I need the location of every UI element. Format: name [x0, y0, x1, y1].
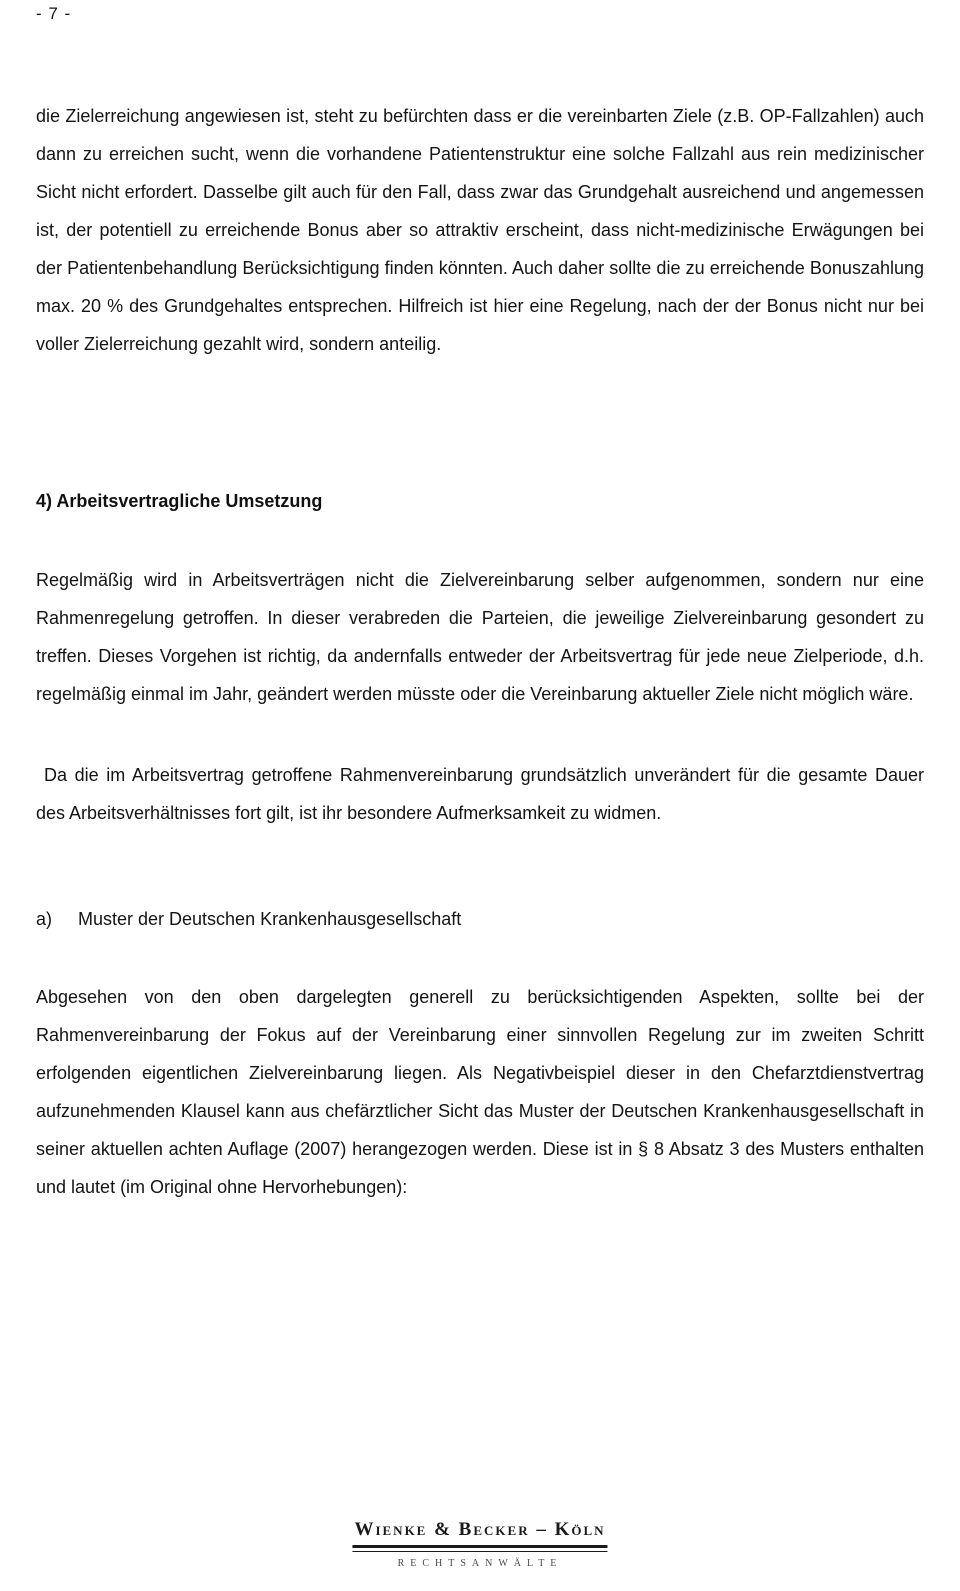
paragraph-negativbeispiel-dkg: Abgesehen von den oben dargelegten generell zu berücksichtigenden Aspekten, sollte bei der Rahmenvereinbarung der Fokus auf der Vereinbarung einer sinnvollen Regelung zur im zweiten Schritt erfolgenden eigentlichen Zielvereinbarung liegen. Als Negativbeispiel dieser in den Chefarztdienstvertrag aufzunehmenden Klausel kann aus chefärztlicher Sicht das Muster der Deutschen Krankenhausgesellschaft in seiner aktuellen achten Auflage (2007) herangezogen werden. Diese ist in § 8 Absatz 3 des Musters enthalten und lautet (im Original ohne Hervorhebungen): — [36, 987, 924, 1197]
document-body — [36, 0, 924, 1206]
law-firm-logo — [352, 1519, 607, 1569]
subsection-heading-muster-dkg — [36, 900, 924, 938]
subsection-title: Muster der Deutschen Krankenhausgesellschaft — [78, 909, 462, 929]
logo-rule-thin — [352, 1551, 607, 1552]
paragraph-rahmenregelung: Regelmäßig wird in Arbeitsverträgen nicht die Zielvereinbarung selber aufgenommen, sondern nur eine Rahmenregelung getroffen. In dieser verabreden die Parteien, die jeweilige Zielvereinbarung gesondert zu treffen. Dieses Vorgehen ist richtig, da andernfalls entweder der Arbeitsvertrag für jede neue Zielperiode, d.h. regelmäßig einmal im Jahr, geändert werden müsste oder die Vereinbarung aktueller Ziele nicht möglich wäre. — [36, 570, 924, 704]
subsection-label: a) — [36, 909, 53, 929]
law-firm-name: Wienke & Becker – Köln — [354, 1519, 606, 1540]
paragraph-rahmenvereinbarung-dauer: Da die im Arbeitsvertrag getroffene Rahmenvereinbarung grundsätzlich unverändert für die gesamte Dauer des Arbeitsverhältnisses fort gilt, ist ihr besondere Aufmerksamkeit zu widmen. — [36, 765, 924, 823]
page-number: - 7 - — [36, 4, 72, 23]
law-firm-subtitle: RECHTSANWÄLTE — [397, 1558, 563, 1569]
paragraph-bonus-risk: die Zielerreichung angewiesen ist, steht zu befürchten dass er die vereinbarten Ziele (z.B. OP-Fallzahlen) auch dann zu erreichen sucht, wenn die vorhandene Patientenstruktur eine solche Fallzahl aus rein medizinischer Sicht nicht erfordert. Dasselbe gilt auch für den Fall, dass zwar das Grundgehalt ausreichend und angemessen ist, der potentiell zu erreichende Bonus aber so attraktiv erscheint, dass nicht-medizinische Erwägungen bei der Patientenbehandlung Berücksichtigung finden könnten. Auch daher sollte die zu erreichende Bonuszahlung max. 20 % des Grundgehaltes entsprechen. Hilfreich ist hier eine Regelung, nach der der Bonus nicht nur bei voller Zielerreichung gezahlt wird, sondern anteilig. — [36, 106, 924, 354]
logo-rule-thick — [352, 1545, 607, 1548]
section-heading-arbeitsvertragliche-umsetzung: 4) Arbeitsvertragliche Umsetzung — [36, 491, 323, 511]
